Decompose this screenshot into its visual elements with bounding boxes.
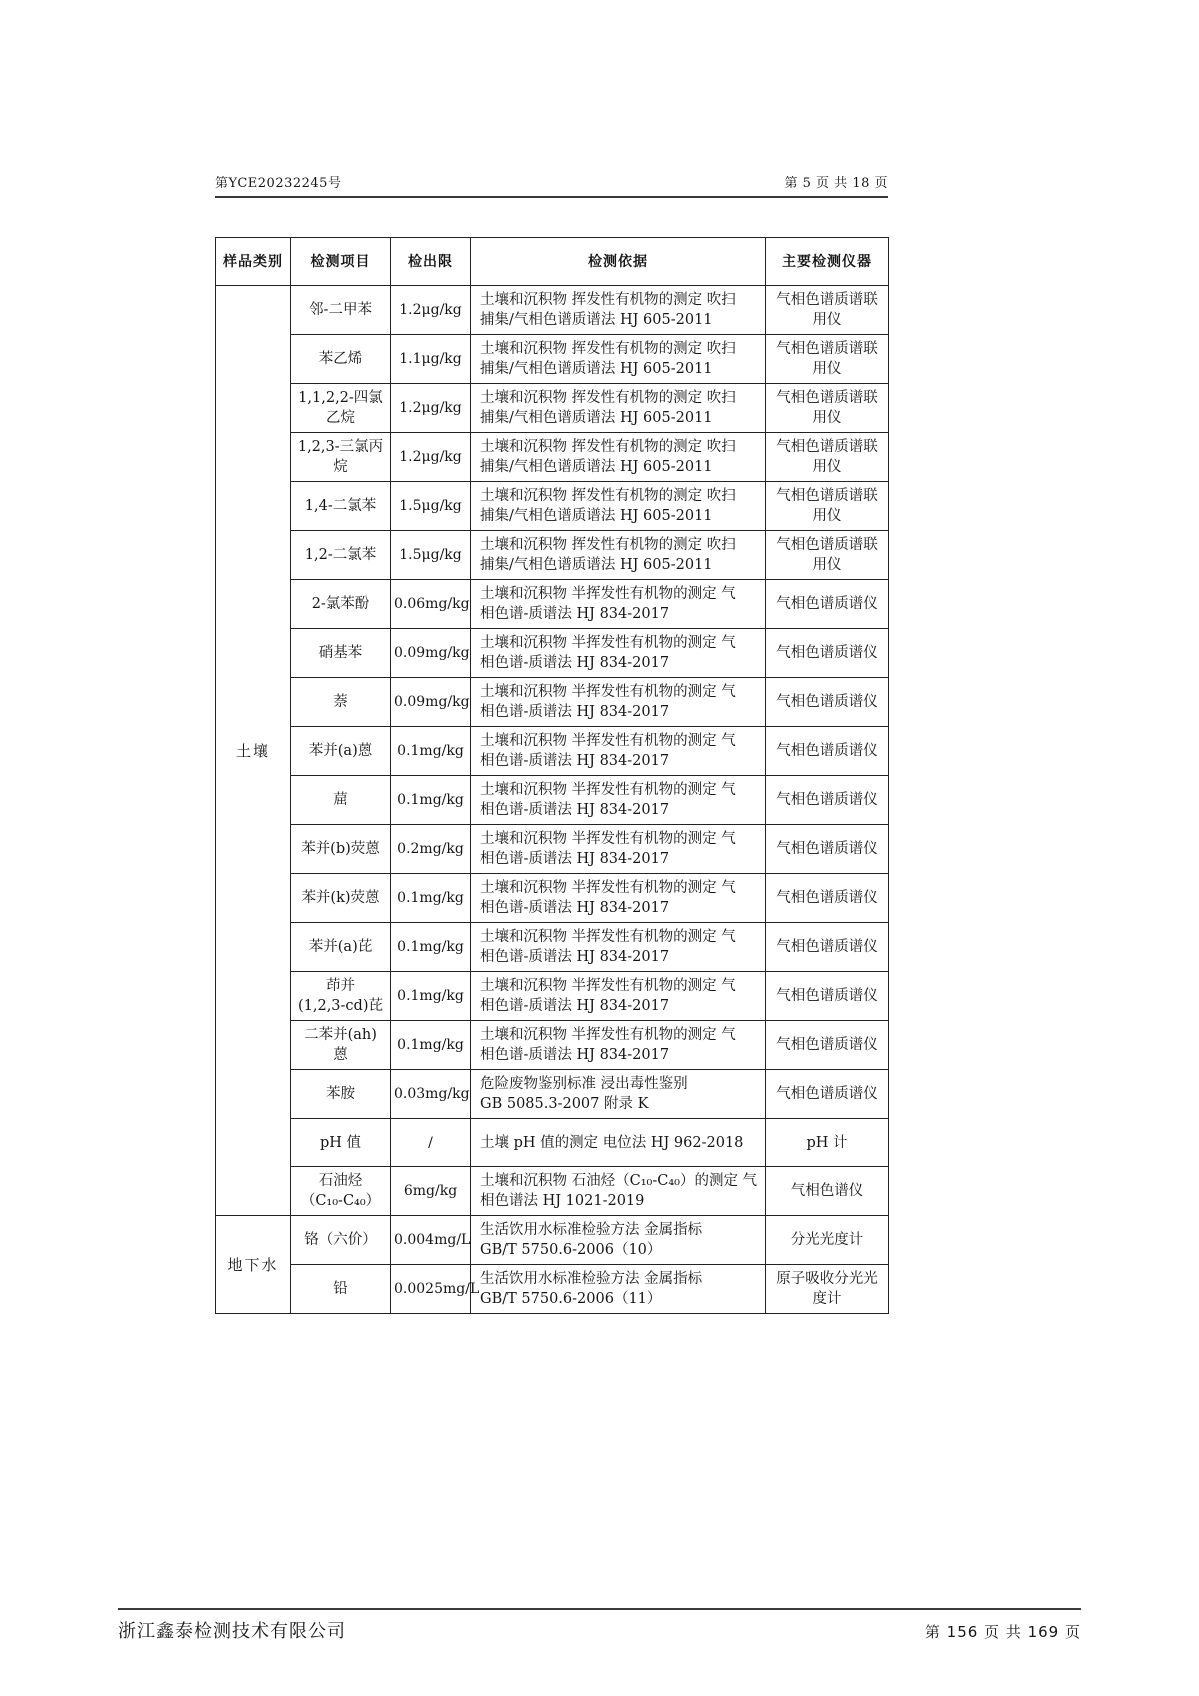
test-item-cell: 1,2,3-三氯丙 烷 — [291, 433, 391, 482]
test-basis-cell: 土壤和沉积物 半挥发性有机物的测定 气 相色谱-质谱法 HJ 834-2017 — [471, 580, 766, 629]
detection-limit-cell: 0.1mg/kg — [391, 1021, 471, 1070]
instrument-cell: 气相色谱质谱仪 — [766, 972, 889, 1021]
detection-limit-cell: 1.2μg/kg — [391, 433, 471, 482]
table-row — [216, 678, 889, 727]
detection-limit-cell: 0.03mg/kg — [391, 1070, 471, 1119]
detection-limit-cell: 1.1μg/kg — [391, 335, 471, 384]
instrument-cell: 气相色谱质谱联 用仪 — [766, 531, 889, 580]
test-basis-cell: 土壤和沉积物 挥发性有机物的测定 吹扫 捕集/气相色谱质谱法 HJ 605-2011 — [471, 335, 766, 384]
test-item-cell: 苯并(a)蒽 — [291, 727, 391, 776]
test-item-cell: 茚并 (1,2,3-cd)芘 — [291, 972, 391, 1021]
test-item-cell: 苯胺 — [291, 1070, 391, 1119]
test-basis-cell: 生活饮用水标准检验方法 金属指标 GB/T 5750.6-2006（11） — [471, 1265, 766, 1314]
test-item-cell: 邻-二甲苯 — [291, 286, 391, 335]
test-basis-cell: 土壤和沉积物 半挥发性有机物的测定 气 相色谱-质谱法 HJ 834-2017 — [471, 874, 766, 923]
table-row — [216, 1070, 889, 1119]
test-item-cell: 苯并(b)荧蒽 — [291, 825, 391, 874]
detection-limit-cell: 1.2μg/kg — [391, 286, 471, 335]
table-row — [216, 531, 889, 580]
test-item-cell: 2-氯苯酚 — [291, 580, 391, 629]
test-basis-cell: 土壤和沉积物 半挥发性有机物的测定 气 相色谱-质谱法 HJ 834-2017 — [471, 923, 766, 972]
page-footer — [118, 1608, 1081, 1643]
test-basis-cell: 土壤和沉积物 挥发性有机物的测定 吹扫 捕集/气相色谱质谱法 HJ 605-2011 — [471, 482, 766, 531]
test-basis-cell: 土壤和沉积物 半挥发性有机物的测定 气 相色谱-质谱法 HJ 834-2017 — [471, 776, 766, 825]
table-row — [216, 1167, 889, 1216]
company-name: 浙江鑫泰检测技术有限公司 — [118, 1621, 346, 1642]
table-header-row — [216, 238, 889, 286]
test-basis-cell: 土壤 pH 值的测定 电位法 HJ 962-2018 — [471, 1119, 766, 1167]
test-basis-cell: 土壤和沉积物 挥发性有机物的测定 吹扫 捕集/气相色谱质谱法 HJ 605-2011 — [471, 433, 766, 482]
instrument-cell: 气相色谱质谱仪 — [766, 1021, 889, 1070]
instrument-cell: 气相色谱质谱仪 — [766, 580, 889, 629]
instrument-cell: 气相色谱质谱仪 — [766, 874, 889, 923]
instrument-cell: 气相色谱质谱仪 — [766, 825, 889, 874]
test-item-cell: 二苯并(ah) 蒽 — [291, 1021, 391, 1070]
test-item-cell: pH 值 — [291, 1119, 391, 1167]
col-header-sample-category: 样品类别 — [216, 238, 291, 286]
instrument-cell: pH 计 — [766, 1119, 889, 1167]
table-row — [216, 1216, 889, 1265]
detection-limit-cell: 6mg/kg — [391, 1167, 471, 1216]
test-item-cell: 苯并(k)荧蒽 — [291, 874, 391, 923]
test-basis-cell: 土壤和沉积物 半挥发性有机物的测定 气 相色谱-质谱法 HJ 834-2017 — [471, 678, 766, 727]
test-item-cell: 萘 — [291, 678, 391, 727]
test-basis-cell: 土壤和沉积物 挥发性有机物的测定 吹扫 捕集/气相色谱质谱法 HJ 605-2011 — [471, 286, 766, 335]
instrument-cell: 气相色谱质谱仪 — [766, 727, 889, 776]
detection-limit-cell: 0.09mg/kg — [391, 678, 471, 727]
instrument-cell: 原子吸收分光光 度计 — [766, 1265, 889, 1314]
table-body — [216, 286, 889, 1314]
instrument-cell: 气相色谱质谱仪 — [766, 776, 889, 825]
detection-limit-cell: 1.5μg/kg — [391, 531, 471, 580]
detection-limit-cell: 0.0025mg/L — [391, 1265, 471, 1314]
table-row — [216, 1119, 889, 1167]
detection-limit-cell: 0.2mg/kg — [391, 825, 471, 874]
test-basis-cell: 土壤和沉积物 挥发性有机物的测定 吹扫 捕集/气相色谱质谱法 HJ 605-2011 — [471, 531, 766, 580]
detection-limit-cell: 0.004mg/L — [391, 1216, 471, 1265]
test-basis-cell: 危险废物鉴别标准 浸出毒性鉴别 GB 5085.3-2007 附录 K — [471, 1070, 766, 1119]
test-item-cell: 苯乙烯 — [291, 335, 391, 384]
instrument-cell: 分光光度计 — [766, 1216, 889, 1265]
col-header-test-item: 检测项目 — [291, 238, 391, 286]
test-item-cell: 硝基苯 — [291, 629, 391, 678]
table-row — [216, 874, 889, 923]
test-item-cell: 铬（六价） — [291, 1216, 391, 1265]
instrument-cell: 气相色谱质谱仪 — [766, 678, 889, 727]
detection-limit-cell: 0.1mg/kg — [391, 972, 471, 1021]
detection-limit-cell: 0.06mg/kg — [391, 580, 471, 629]
detection-limit-cell: 0.1mg/kg — [391, 923, 471, 972]
table-row — [216, 335, 889, 384]
test-basis-cell: 土壤和沉积物 半挥发性有机物的测定 气 相色谱-质谱法 HJ 834-2017 — [471, 1021, 766, 1070]
instrument-cell: 气相色谱质谱联 用仪 — [766, 286, 889, 335]
instrument-cell: 气相色谱仪 — [766, 1167, 889, 1216]
table-row — [216, 825, 889, 874]
test-basis-cell: 土壤和沉积物 半挥发性有机物的测定 气 相色谱-质谱法 HJ 834-2017 — [471, 629, 766, 678]
table-row — [216, 286, 889, 335]
detection-limit-cell: 0.1mg/kg — [391, 727, 471, 776]
test-item-cell: 1,1,2,2-四氯 乙烷 — [291, 384, 391, 433]
instrument-cell: 气相色谱质谱联 用仪 — [766, 384, 889, 433]
test-item-cell: 1,4-二氯苯 — [291, 482, 391, 531]
detection-methods-table — [215, 237, 889, 1314]
table-row — [216, 580, 889, 629]
test-item-cell: 石油烃 （C₁₀-C₄₀） — [291, 1167, 391, 1216]
test-item-cell: 䓛 — [291, 776, 391, 825]
table-row — [216, 384, 889, 433]
instrument-cell: 气相色谱质谱仪 — [766, 1070, 889, 1119]
header-page-indicator: 第 5 页 共 18 页 — [784, 176, 888, 191]
col-header-main-instrument: 主要检测仪器 — [766, 238, 889, 286]
instrument-cell: 气相色谱质谱仪 — [766, 923, 889, 972]
instrument-cell: 气相色谱质谱联 用仪 — [766, 482, 889, 531]
test-basis-cell: 土壤和沉积物 半挥发性有机物的测定 气 相色谱-质谱法 HJ 834-2017 — [471, 727, 766, 776]
test-item-cell: 1,2-二氯苯 — [291, 531, 391, 580]
detection-limit-cell: 1.5μg/kg — [391, 482, 471, 531]
test-basis-cell: 土壤和沉积物 半挥发性有机物的测定 气 相色谱-质谱法 HJ 834-2017 — [471, 972, 766, 1021]
detection-limit-cell: 0.1mg/kg — [391, 776, 471, 825]
instrument-cell: 气相色谱质谱仪 — [766, 629, 889, 678]
test-basis-cell: 土壤和沉积物 石油烃（C₁₀-C₄₀）的测定 气 相色谱法 HJ 1021-2019 — [471, 1167, 766, 1216]
table-row — [216, 923, 889, 972]
col-header-test-basis: 检测依据 — [471, 238, 766, 286]
table-row — [216, 972, 889, 1021]
detection-limit-cell: 0.09mg/kg — [391, 629, 471, 678]
table-row — [216, 1021, 889, 1070]
sample-category-cell: 土壤 — [216, 286, 291, 1216]
instrument-cell: 气相色谱质谱联 用仪 — [766, 335, 889, 384]
sample-category-cell: 地下水 — [216, 1216, 291, 1314]
detection-limit-cell: 1.2μg/kg — [391, 384, 471, 433]
test-item-cell: 苯并(a)芘 — [291, 923, 391, 972]
detection-limit-cell: 0.1mg/kg — [391, 874, 471, 923]
table-row — [216, 776, 889, 825]
report-number: 第YCE20232245号 — [215, 176, 342, 191]
table-row — [216, 629, 889, 678]
table-row — [216, 1265, 889, 1314]
table-row — [216, 727, 889, 776]
detection-limit-cell: / — [391, 1119, 471, 1167]
footer-page-indicator: 第 156 页 共 169 页 — [924, 1623, 1081, 1641]
table-row — [216, 482, 889, 531]
test-basis-cell: 土壤和沉积物 挥发性有机物的测定 吹扫 捕集/气相色谱质谱法 HJ 605-2011 — [471, 384, 766, 433]
test-item-cell: 铅 — [291, 1265, 391, 1314]
test-basis-cell: 土壤和沉积物 半挥发性有机物的测定 气 相色谱-质谱法 HJ 834-2017 — [471, 825, 766, 874]
test-basis-cell: 生活饮用水标准检验方法 金属指标 GB/T 5750.6-2006（10） — [471, 1216, 766, 1265]
col-header-detection-limit: 检出限 — [391, 238, 471, 286]
table-row — [216, 433, 889, 482]
page-header — [215, 172, 888, 198]
instrument-cell: 气相色谱质谱联 用仪 — [766, 433, 889, 482]
